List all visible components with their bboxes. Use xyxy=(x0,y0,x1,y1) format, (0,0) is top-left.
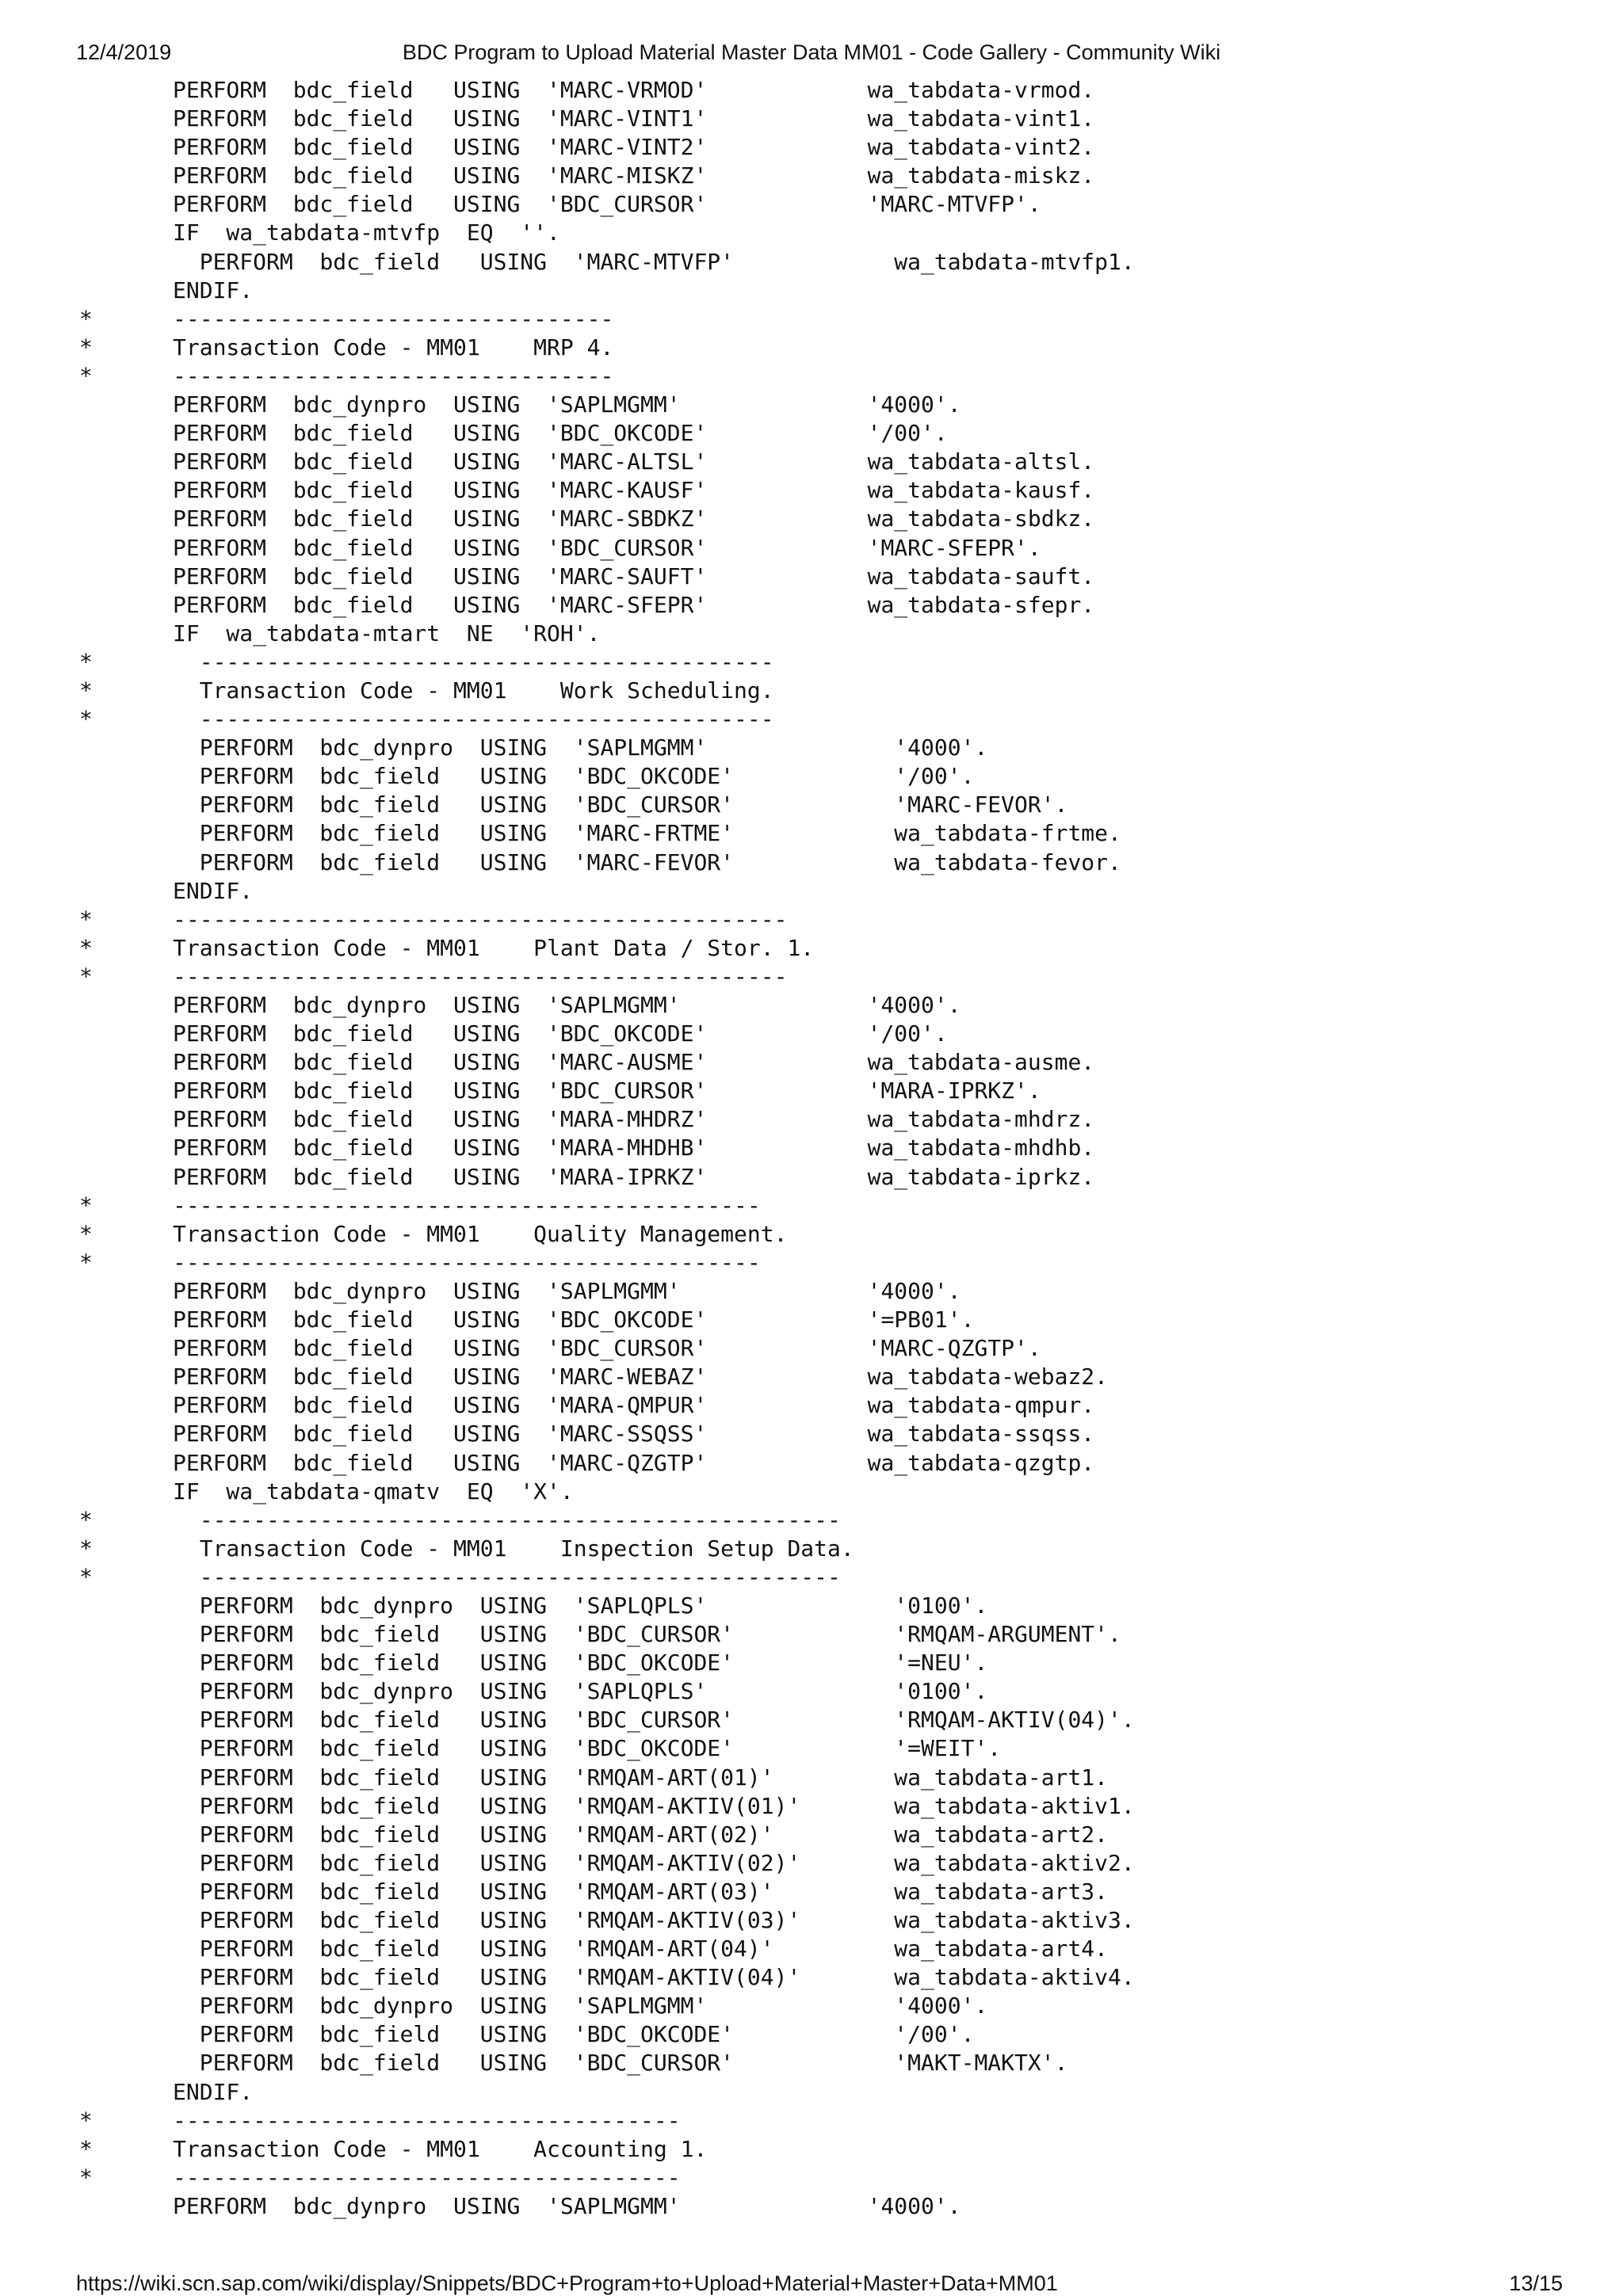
code-line: PERFORM bdc_field USING 'MARC-FRTME' wa_tabdata-frtme. xyxy=(79,820,1121,847)
code-line: PERFORM bdc_field USING 'MARA-QMPUR' wa_tabdata-qmpur. xyxy=(79,1392,1095,1419)
code-line: ENDIF. xyxy=(79,2078,254,2105)
code-line: PERFORM bdc_field USING 'BDC_CURSOR' 'MARC-FEVOR'. xyxy=(79,791,1068,818)
code-block xyxy=(79,76,1135,2221)
code-line: PERFORM bdc_field USING 'BDC_OKCODE' '=NEU'. xyxy=(79,1650,988,1676)
code-line: * ------------------------------------------------ xyxy=(79,1563,841,1590)
code-line: PERFORM bdc_field USING 'BDC_OKCODE' '=WEIT'. xyxy=(79,1735,1002,1762)
code-line: PERFORM bdc_field USING 'MARC-VRMOD' wa_tabdata-vrmod. xyxy=(79,77,1095,103)
code-line: PERFORM bdc_dynpro USING 'SAPLQPLS' '0100'. xyxy=(79,1678,988,1705)
code-line: PERFORM bdc_field USING 'MARC-KAUSF' wa_tabdata-kausf. xyxy=(79,477,1095,504)
code-line: PERFORM bdc_field USING 'MARC-FEVOR' wa_tabdata-fevor. xyxy=(79,849,1121,875)
code-line: PERFORM bdc_field USING 'BDC_OKCODE' '=PB01'. xyxy=(79,1306,975,1333)
code-line: PERFORM bdc_field USING 'MARC-MISKZ' wa_tabdata-miskz. xyxy=(79,162,1095,189)
code-line: PERFORM bdc_field USING 'BDC_OKCODE' '/00'. xyxy=(79,763,975,790)
code-line: PERFORM bdc_field USING 'MARC-QZGTP' wa_tabdata-qzgtp. xyxy=(79,1449,1095,1476)
code-line: * Transaction Code - MM01 Quality Management. xyxy=(79,1220,788,1247)
code-line: PERFORM bdc_dynpro USING 'SAPLMGMM' '4000'. xyxy=(79,391,961,418)
code-line: PERFORM bdc_field USING 'MARC-SFEPR' wa_tabdata-sfepr. xyxy=(79,591,1095,618)
page-title: BDC Program to Upload Material Master Data MM01 - Code Gallery - Community Wiki xyxy=(402,40,1221,64)
code-line: PERFORM bdc_dynpro USING 'SAPLMGMM' '4000'. xyxy=(79,2192,961,2219)
code-line: * Transaction Code - MM01 Plant Data / Stor. 1. xyxy=(79,934,815,961)
code-line: PERFORM bdc_field USING 'BDC_CURSOR' 'MARC-MTVFP'. xyxy=(79,191,1041,218)
code-line: PERFORM bdc_field USING 'BDC_CURSOR' 'RMQAM-AKTIV(04)'. xyxy=(79,1707,1135,1733)
code-line: PERFORM bdc_dynpro USING 'SAPLMGMM' '4000'. xyxy=(79,992,961,1018)
code-line: * ------------------------------------------- xyxy=(79,706,774,733)
code-line: * -------------------------------------- xyxy=(79,2107,681,2134)
print-date: 12/4/2019 xyxy=(76,40,172,64)
code-line: PERFORM bdc_field USING 'BDC_OKCODE' '/00'. xyxy=(79,2021,975,2048)
code-line: PERFORM bdc_field USING 'RMQAM-AKTIV(01)' wa_tabdata-aktiv1. xyxy=(79,1792,1135,1819)
code-line: PERFORM bdc_field USING 'RMQAM-ART(03)' wa_tabdata-art3. xyxy=(79,1878,1109,1905)
code-line: PERFORM bdc_field USING 'MARA-IPRKZ' wa_tabdata-iprkz. xyxy=(79,1163,1095,1190)
code-line: * ---------------------------------------------- xyxy=(79,906,788,933)
code-line: PERFORM bdc_field USING 'BDC_CURSOR' 'MARC-QZGTP'. xyxy=(79,1335,1041,1362)
page-number: 13/15 xyxy=(1509,2271,1563,2295)
code-line: * ------------------------------------------------ xyxy=(79,1506,841,1533)
code-line: * --------------------------------- xyxy=(79,362,614,389)
code-line: PERFORM bdc_dynpro USING 'SAPLMGMM' '4000'. xyxy=(79,734,988,761)
code-line: * Transaction Code - MM01 Work Scheduling. xyxy=(79,677,774,704)
code-line: PERFORM bdc_field USING 'BDC_OKCODE' '/00'. xyxy=(79,1020,948,1047)
code-line: PERFORM bdc_field USING 'MARC-VINT1' wa_tabdata-vint1. xyxy=(79,105,1095,132)
code-line: PERFORM bdc_field USING 'MARC-SSQSS' wa_tabdata-ssqss. xyxy=(79,1421,1095,1447)
code-line: * ------------------------------------------- xyxy=(79,648,774,675)
code-line: PERFORM bdc_field USING 'RMQAM-AKTIV(02)' wa_tabdata-aktiv2. xyxy=(79,1849,1135,1876)
code-line: PERFORM bdc_field USING 'BDC_CURSOR' 'RMQAM-ARGUMENT'. xyxy=(79,1621,1121,1648)
code-line: * --------------------------------- xyxy=(79,305,614,332)
code-line: PERFORM bdc_field USING 'MARC-ALTSL' wa_tabdata-altsl. xyxy=(79,448,1095,475)
code-line: PERFORM bdc_field USING 'MARC-SAUFT' wa_tabdata-sauft. xyxy=(79,563,1095,589)
code-line: PERFORM bdc_field USING 'MARC-MTVFP' wa_tabdata-mtvfp1. xyxy=(79,248,1135,275)
code-line: * Transaction Code - MM01 Accounting 1. xyxy=(79,2135,708,2162)
code-line: * ---------------------------------------------- xyxy=(79,963,788,990)
code-line: PERFORM bdc_field USING 'MARC-VINT2' wa_tabdata-vint2. xyxy=(79,134,1095,161)
code-line: PERFORM bdc_dynpro USING 'SAPLMGMM' '4000'. xyxy=(79,1277,961,1304)
code-line: PERFORM bdc_field USING 'BDC_OKCODE' '/00'. xyxy=(79,420,948,447)
code-line: PERFORM bdc_field USING 'MARC-SBDKZ' wa_tabdata-sbdkz. xyxy=(79,505,1095,532)
code-line: PERFORM bdc_dynpro USING 'SAPLMGMM' '4000'. xyxy=(79,1993,988,2019)
code-line: ENDIF. xyxy=(79,277,254,303)
code-line: * -------------------------------------------- xyxy=(79,1192,761,1219)
code-line: * -------------------------------------- xyxy=(79,2164,681,2191)
code-line: PERFORM bdc_field USING 'RMQAM-ART(02)' wa_tabdata-art2. xyxy=(79,1821,1109,1848)
page-url: https://wiki.scn.sap.com/wiki/display/Snippets/BDC+Program+to+Upload+Material+Master+Data+MM01 xyxy=(76,2271,1058,2295)
code-line: PERFORM bdc_field USING 'MARC-WEBAZ' wa_tabdata-webaz2. xyxy=(79,1363,1109,1390)
code-line: ENDIF. xyxy=(79,877,254,904)
code-line: PERFORM bdc_field USING 'RMQAM-AKTIV(03)' wa_tabdata-aktiv3. xyxy=(79,1907,1135,1933)
code-line: PERFORM bdc_field USING 'MARA-MHDRZ' wa_tabdata-mhdrz. xyxy=(79,1106,1095,1133)
code-line: IF wa_tabdata-qmatv EQ 'X'. xyxy=(79,1478,574,1505)
code-line: IF wa_tabdata-mtvfp EQ ''. xyxy=(79,219,560,246)
code-line: IF wa_tabdata-mtart NE 'ROH'. xyxy=(79,620,601,646)
code-line: * Transaction Code - MM01 MRP 4. xyxy=(79,334,614,360)
code-line: PERFORM bdc_field USING 'BDC_CURSOR' 'MARC-SFEPR'. xyxy=(79,534,1041,561)
code-line: PERFORM bdc_field USING 'RMQAM-ART(04)' wa_tabdata-art4. xyxy=(79,1936,1109,1962)
code-line: PERFORM bdc_field USING 'RMQAM-ART(01)' wa_tabdata-art1. xyxy=(79,1764,1109,1791)
code-line: * Transaction Code - MM01 Inspection Setup Data. xyxy=(79,1535,854,1562)
code-line: PERFORM bdc_field USING 'BDC_CURSOR' 'MAKT-MAKTX'. xyxy=(79,2050,1068,2077)
code-line: PERFORM bdc_field USING 'MARA-MHDHB' wa_tabdata-mhdhb. xyxy=(79,1135,1095,1161)
code-line: * -------------------------------------------- xyxy=(79,1249,761,1276)
code-line: PERFORM bdc_field USING 'MARC-AUSME' wa_tabdata-ausme. xyxy=(79,1049,1095,1076)
code-line: PERFORM bdc_field USING 'RMQAM-AKTIV(04)' wa_tabdata-aktiv4. xyxy=(79,1964,1135,1991)
code-line: PERFORM bdc_dynpro USING 'SAPLQPLS' '0100'. xyxy=(79,1592,988,1619)
code-line: PERFORM bdc_field USING 'BDC_CURSOR' 'MARA-IPRKZ'. xyxy=(79,1077,1041,1104)
